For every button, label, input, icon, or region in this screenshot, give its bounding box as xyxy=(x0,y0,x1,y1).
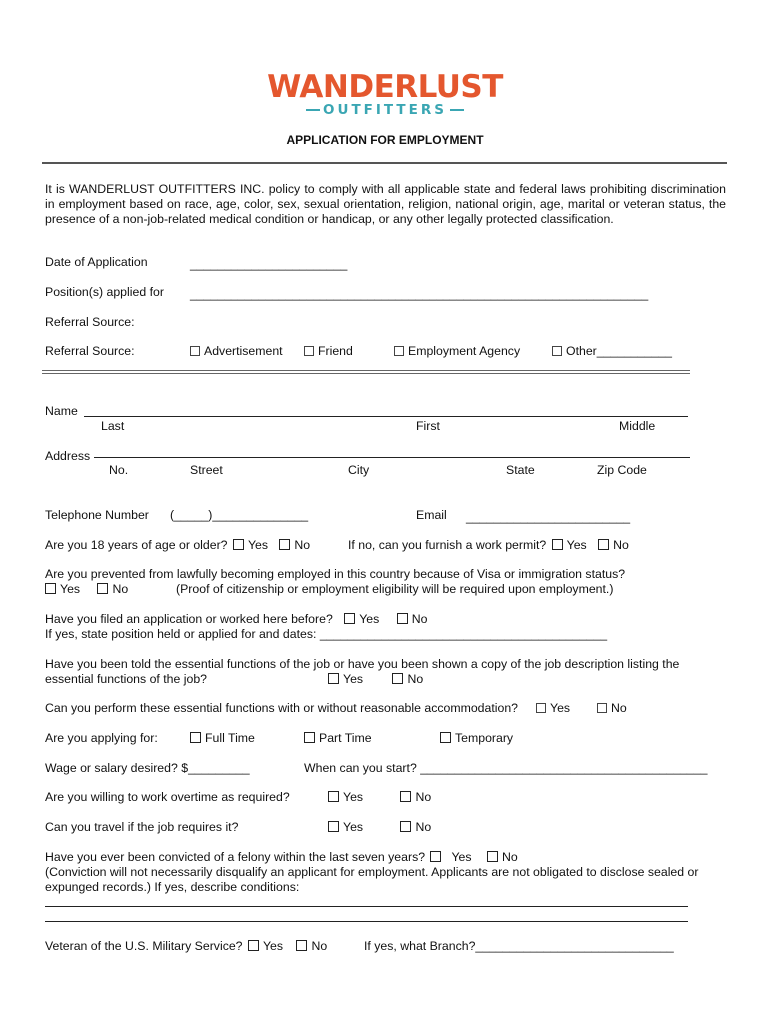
telephone-label: Telephone Number xyxy=(45,508,149,522)
logo-dash-right xyxy=(450,109,464,111)
perform-yes-option[interactable]: Yes xyxy=(536,701,570,715)
address-field-line[interactable] xyxy=(94,457,690,458)
felony-no-checkbox[interactable] xyxy=(487,851,498,862)
overtime-no-checkbox[interactable] xyxy=(400,791,411,802)
felony-conditions-line-2[interactable] xyxy=(45,921,688,922)
logo-top-text: WANDERLUST xyxy=(267,69,503,105)
permit-yes-checkbox[interactable] xyxy=(552,539,563,550)
email-field[interactable]: ________________________ xyxy=(466,510,631,524)
title-divider xyxy=(42,162,727,164)
veteran-yes-checkbox[interactable] xyxy=(248,940,259,951)
address-state-caption: State xyxy=(506,463,535,477)
referral-label-2: Referral Source: xyxy=(45,344,135,358)
email-label: Email xyxy=(416,508,447,522)
essential-question-line1: Have you been told the essential functions of the job or have you been shown a copy of the job description listing the xyxy=(45,657,680,671)
age-yes-checkbox[interactable] xyxy=(233,539,244,550)
overtime-question: Are you willing to work overtime as required? xyxy=(45,790,290,804)
visa-no-checkbox[interactable] xyxy=(97,583,108,594)
policy-statement: It is WANDERLUST OUTFITTERS INC. policy to comply with all applicable state and federal laws prohibiting discrimination in employment based on race, age, color, sex, sexual orientation, religion, national origin, age, marital or veteran status, the presence of a non-job-related medical condition or handicap, or any other legally protected classification. xyxy=(45,182,726,226)
age-no-checkbox[interactable] xyxy=(279,539,290,550)
address-zip-caption: Zip Code xyxy=(597,463,647,477)
branch-question: If yes, what Branch?_____________________________ xyxy=(364,939,674,953)
filed-if-yes: If yes, state position held or applied for and dates: __________________________________________ xyxy=(45,627,608,641)
essential-options: Yes No xyxy=(328,672,423,686)
applying-full-time-option[interactable]: Full Time xyxy=(190,731,255,745)
company-logo-subtitle xyxy=(0,102,770,118)
start-question: When can you start? __________________________________________ xyxy=(304,761,708,775)
referral-agency-option[interactable]: Employment Agency xyxy=(394,344,520,358)
checkbox-icon[interactable] xyxy=(552,346,562,356)
overtime-options: Yes No xyxy=(328,790,431,804)
checkbox-icon[interactable] xyxy=(597,703,607,713)
company-logo-wordmark xyxy=(0,70,770,104)
name-field-line[interactable] xyxy=(84,416,688,417)
name-label: Name xyxy=(45,404,78,418)
positions-label: Position(s) applied for xyxy=(45,285,164,299)
age-question: Are you 18 years of age or older? Yes No xyxy=(45,538,311,552)
checkbox-icon[interactable] xyxy=(304,346,314,356)
filed-question: Have you filed an application or worked here before? Yes No xyxy=(45,612,428,626)
visa-yes-checkbox[interactable] xyxy=(45,583,56,594)
filed-no-checkbox[interactable] xyxy=(397,613,408,624)
veteran-no-checkbox[interactable] xyxy=(296,940,307,951)
veteran-question: Veteran of the U.S. Military Service? Yes No xyxy=(45,939,328,953)
travel-options: Yes No xyxy=(328,820,431,834)
visa-note: (Proof of citizenship or employment eligibility will be required upon employment.) xyxy=(176,582,614,596)
checkbox-icon[interactable] xyxy=(190,346,200,356)
referral-friend-option[interactable]: Friend xyxy=(304,344,353,358)
telephone-field[interactable]: (_____)______________ xyxy=(170,508,309,522)
essential-question-line2: essential functions of the job? xyxy=(45,672,208,686)
start-field[interactable]: __________________________________________ xyxy=(420,761,708,775)
logo-bottom-text: OUTFITTERS xyxy=(323,102,447,118)
permit-no-checkbox[interactable] xyxy=(598,539,609,550)
checkbox-icon[interactable] xyxy=(304,732,315,743)
filed-details-field[interactable]: __________________________________________ xyxy=(319,627,608,641)
travel-yes-checkbox[interactable] xyxy=(328,821,339,832)
address-city-caption: City xyxy=(348,463,370,477)
name-first-caption: First xyxy=(416,419,440,433)
perform-no-option[interactable]: No xyxy=(597,701,627,715)
felony-conditions-line-1[interactable] xyxy=(45,906,688,907)
wage-field[interactable]: _________ xyxy=(188,761,250,775)
felony-note-line1: (Conviction will not necessarily disqualify an applicant for employment. Applicants are not obligated to disclose sealed or xyxy=(45,865,699,879)
address-street-caption: Street xyxy=(190,463,223,477)
referral-advertisement-option[interactable]: Advertisement xyxy=(190,344,283,358)
perform-question: Can you perform these essential functions with or without reasonable accommodation? xyxy=(45,701,519,715)
checkbox-icon[interactable] xyxy=(190,732,201,743)
travel-question: Can you travel if the job requires it? xyxy=(45,820,239,834)
address-no-caption: No. xyxy=(109,463,129,477)
referral-label-1: Referral Source: xyxy=(45,315,135,329)
address-label: Address xyxy=(45,449,91,463)
felony-question: Have you ever been convicted of a felony within the last seven years? Yes No xyxy=(45,850,518,864)
logo-dash-left xyxy=(306,109,320,111)
essential-yes-checkbox[interactable] xyxy=(328,673,339,684)
date-field[interactable]: _______________________ xyxy=(190,257,348,271)
checkbox-icon[interactable] xyxy=(536,703,546,713)
name-middle-caption: Middle xyxy=(619,419,656,433)
section-divider xyxy=(42,370,690,374)
form-title: APPLICATION FOR EMPLOYMENT xyxy=(286,133,484,147)
applying-part-time-option[interactable]: Part Time xyxy=(304,731,372,745)
branch-field[interactable]: _____________________________ xyxy=(475,939,674,953)
filed-yes-checkbox[interactable] xyxy=(344,613,355,624)
referral-other-option[interactable]: Other___________ xyxy=(552,344,672,358)
wage-question: Wage or salary desired? $_________ xyxy=(45,761,250,775)
overtime-yes-checkbox[interactable] xyxy=(328,791,339,802)
positions-field[interactable]: ___________________________________________________________________ xyxy=(190,287,649,301)
visa-question: Are you prevented from lawfully becoming employed in this country because of Visa or immigration status? xyxy=(45,567,626,581)
visa-options: Yes No xyxy=(45,582,128,596)
felony-note-line2: expunged records.) If yes, describe conditions: xyxy=(45,880,300,894)
applying-question: Are you applying for: xyxy=(45,731,158,745)
essential-no-checkbox[interactable] xyxy=(392,673,403,684)
checkbox-icon[interactable] xyxy=(394,346,404,356)
felony-yes-checkbox[interactable] xyxy=(430,851,441,862)
permit-question: If no, can you furnish a work permit? Yes No xyxy=(348,538,629,552)
date-label: Date of Application xyxy=(45,255,148,269)
name-last-caption: Last xyxy=(101,419,125,433)
checkbox-icon[interactable] xyxy=(440,732,451,743)
travel-no-checkbox[interactable] xyxy=(400,821,411,832)
applying-temporary-option[interactable]: Temporary xyxy=(440,731,513,745)
